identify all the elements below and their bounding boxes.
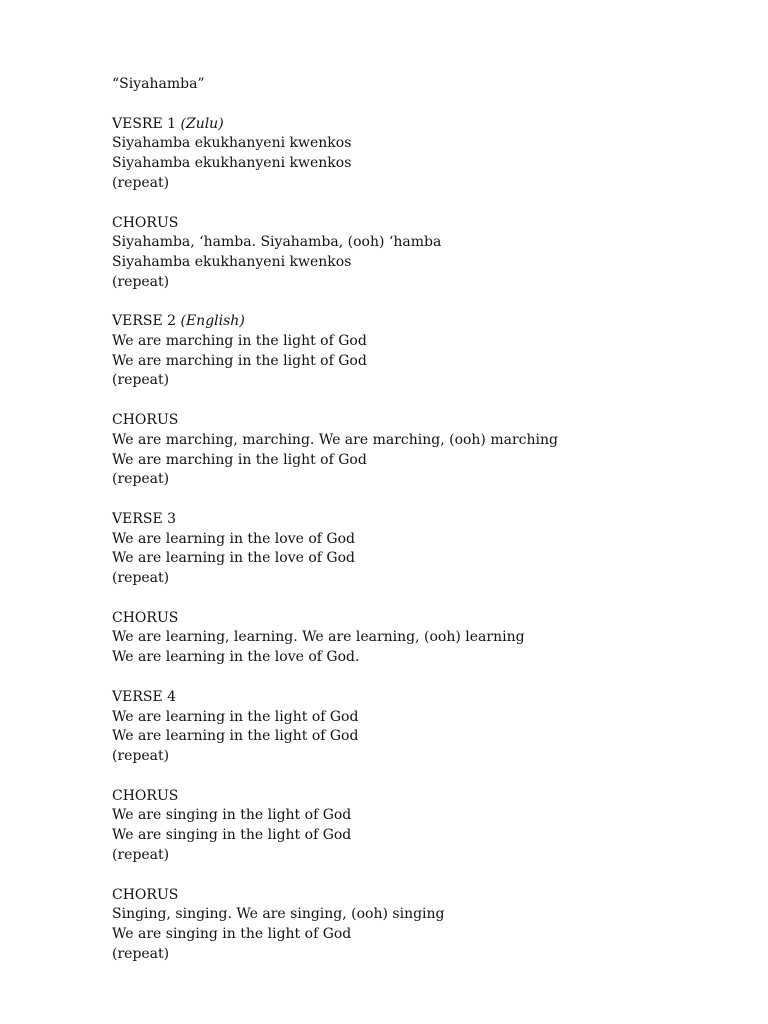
section-heading <box>112 510 712 530</box>
lyric-line: We are learning in the love of God. <box>112 649 360 666</box>
lyric-line: Siyahamba ekukhanyeni kwenkos <box>112 253 352 270</box>
lyric-line: Singing, singing. We are singing, (ooh) singing <box>112 906 445 923</box>
lyric-line: We are marching, marching. We are marching, (ooh) marching <box>112 431 558 448</box>
lyric-line: Siyahamba, ‘hamba. Siyahamba, (ooh) ‘hamba <box>112 234 442 251</box>
lyric-line: (repeat) <box>112 747 170 764</box>
lyric-line: (repeat) <box>112 471 170 488</box>
lyrics-section <box>112 312 712 391</box>
lyric-line: We are learning in the light of God <box>112 728 359 745</box>
lyrics-section <box>112 214 712 293</box>
section-heading-label: CHORUS <box>112 787 179 804</box>
lyrics-section <box>112 609 712 668</box>
lyric-line: We are learning in the love of God <box>112 550 355 567</box>
section-heading <box>112 886 712 906</box>
lyric-line: (repeat) <box>112 846 170 863</box>
section-heading-label: CHORUS <box>112 609 179 626</box>
section-language-note: (English) <box>180 313 245 330</box>
lyrics-section <box>112 787 712 866</box>
lyric-line: We are singing in the light of God <box>112 827 352 844</box>
section-heading <box>112 787 712 807</box>
lyrics-section <box>112 115 712 194</box>
lyric-line: (repeat) <box>112 945 170 962</box>
lyrics-section <box>112 688 712 767</box>
section-heading <box>112 411 712 431</box>
section-heading <box>112 312 712 332</box>
lyric-line: We are singing in the light of God <box>112 807 352 824</box>
section-heading-label: CHORUS <box>112 886 179 903</box>
section-heading <box>112 214 712 234</box>
section-heading-label: VERSE 3 <box>112 510 177 527</box>
lyrics-section <box>112 886 712 965</box>
section-heading-label: VESRE 1 <box>112 115 177 132</box>
section-language-note: (Zulu) <box>180 115 224 132</box>
section-heading-label: CHORUS <box>112 214 179 231</box>
document-page <box>112 75 712 984</box>
section-heading-label: VERSE 2 <box>112 313 177 330</box>
section-heading-label: VERSE 4 <box>112 688 177 705</box>
lyric-line: Siyahamba ekukhanyeni kwenkos <box>112 135 352 152</box>
lyric-line: (repeat) <box>112 174 170 191</box>
lyric-line: (repeat) <box>112 570 170 587</box>
song-title: “Siyahamba” <box>112 76 205 92</box>
section-heading <box>112 688 712 708</box>
section-heading <box>112 115 712 135</box>
lyrics-section <box>112 411 712 490</box>
section-heading <box>112 609 712 629</box>
lyrics-body <box>112 115 712 965</box>
lyric-line: We are marching in the light of God <box>112 451 367 468</box>
lyric-line: We are learning, learning. We are learning, (ooh) learning <box>112 629 525 646</box>
lyric-line: We are marching in the light of God <box>112 352 367 369</box>
lyric-line: (repeat) <box>112 273 170 290</box>
lyrics-section <box>112 510 712 589</box>
lyric-line: (repeat) <box>112 372 170 389</box>
lyric-line: We are marching in the light of God <box>112 333 367 350</box>
lyric-line: We are learning in the light of God <box>112 708 359 725</box>
lyric-line: We are singing in the light of God <box>112 925 352 942</box>
lyric-line: Siyahamba ekukhanyeni kwenkos <box>112 155 352 172</box>
section-heading-label: CHORUS <box>112 412 179 429</box>
lyric-line: We are learning in the love of God <box>112 530 355 547</box>
